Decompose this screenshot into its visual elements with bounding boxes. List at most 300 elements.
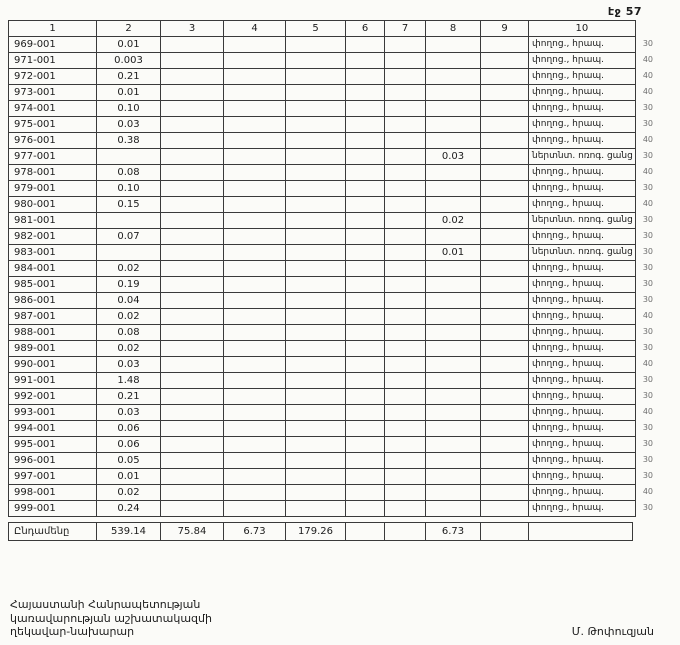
value-cell-4 [224, 229, 286, 245]
value-cell-4 [224, 53, 286, 69]
value-cell-2: 0.06 [97, 421, 161, 437]
value-cell-8 [426, 101, 481, 117]
margin-mark: 30 [642, 247, 654, 257]
value-cell-2 [97, 213, 161, 229]
value-cell-2: 0.02 [97, 485, 161, 501]
value-cell-9 [481, 405, 529, 421]
value-cell-2: 0.19 [97, 277, 161, 293]
value-cell-6 [346, 421, 385, 437]
value-cell-9 [481, 261, 529, 277]
margin-mark: 30 [642, 343, 654, 353]
margin-mark: 40 [642, 359, 654, 369]
value-cell-6 [346, 469, 385, 485]
code-cell: 990-001 [9, 357, 97, 373]
value-cell-3 [161, 101, 224, 117]
land-use-cell: փողոց., հրապ. [529, 405, 636, 421]
code-cell: 997-001 [9, 469, 97, 485]
value-cell-5 [286, 133, 346, 149]
value-cell-4 [224, 245, 286, 261]
value-cell-3 [161, 85, 224, 101]
value-cell-9 [481, 53, 529, 69]
value-cell-2: 0.03 [97, 357, 161, 373]
value-cell-2: 0.38 [97, 133, 161, 149]
land-use-cell: փողոց., հրապ. [529, 37, 636, 53]
land-use-cell: փողոց., հրապ. [529, 197, 636, 213]
footer-line: կառավարության աշխատակազմի [10, 611, 212, 625]
code-cell: 989-001 [9, 341, 97, 357]
main-table [8, 20, 658, 517]
value-cell-2: 0.10 [97, 181, 161, 197]
code-cell: 986-001 [9, 293, 97, 309]
value-cell-7 [385, 293, 426, 309]
column-header: 7 [385, 21, 426, 37]
column-header: 1 [9, 21, 97, 37]
table-row [9, 453, 658, 469]
code-cell: 973-001 [9, 85, 97, 101]
value-cell-6 [346, 85, 385, 101]
margin-mark: 30 [642, 455, 654, 465]
value-cell-5 [286, 53, 346, 69]
code-cell: 974-001 [9, 101, 97, 117]
table-body [9, 37, 658, 517]
value-cell-9 [481, 85, 529, 101]
value-cell-5 [286, 85, 346, 101]
table-row [9, 229, 658, 245]
value-cell-2: 0.04 [97, 293, 161, 309]
margin-mark: 40 [642, 407, 654, 417]
value-cell-7 [385, 245, 426, 261]
value-cell-6 [346, 197, 385, 213]
value-cell-2 [97, 245, 161, 261]
value-cell-5 [286, 229, 346, 245]
value-cell-7 [385, 85, 426, 101]
margin-mark: 30 [642, 263, 654, 273]
value-cell-6 [346, 277, 385, 293]
value-cell-8 [426, 181, 481, 197]
value-cell-6 [346, 37, 385, 53]
table-row [9, 485, 658, 501]
value-cell-7 [385, 437, 426, 453]
land-use-cell: փողոց., հրապ. [529, 85, 636, 101]
value-cell-4 [224, 149, 286, 165]
value-cell-5 [286, 37, 346, 53]
margin-mark: 40 [642, 311, 654, 321]
total-value-cell: 6.73 [426, 523, 481, 541]
value-cell-5 [286, 213, 346, 229]
value-cell-9 [481, 357, 529, 373]
value-cell-4 [224, 485, 286, 501]
value-cell-8 [426, 85, 481, 101]
value-cell-7 [385, 117, 426, 133]
total-value-cell [529, 523, 633, 541]
code-cell: 993-001 [9, 405, 97, 421]
value-cell-4 [224, 469, 286, 485]
value-cell-3 [161, 53, 224, 69]
value-cell-7 [385, 69, 426, 85]
value-cell-5 [286, 293, 346, 309]
table-row [9, 213, 658, 229]
value-cell-3 [161, 357, 224, 373]
value-cell-6 [346, 437, 385, 453]
value-cell-9 [481, 213, 529, 229]
value-cell-2: 0.06 [97, 437, 161, 453]
value-cell-6 [346, 293, 385, 309]
value-cell-4 [224, 37, 286, 53]
value-cell-3 [161, 37, 224, 53]
value-cell-8 [426, 485, 481, 501]
value-cell-3 [161, 405, 224, 421]
value-cell-2: 0.21 [97, 69, 161, 85]
value-cell-7 [385, 373, 426, 389]
value-cell-3 [161, 373, 224, 389]
value-cell-5 [286, 357, 346, 373]
land-use-cell: փողոց., հրապ. [529, 373, 636, 389]
value-cell-4 [224, 101, 286, 117]
code-cell: 987-001 [9, 309, 97, 325]
margin-mark: 30 [642, 327, 654, 337]
margin-mark: 30 [642, 391, 654, 401]
value-cell-8 [426, 341, 481, 357]
value-cell-2: 0.02 [97, 341, 161, 357]
table-row [9, 69, 658, 85]
total-value-cell: 6.73 [224, 523, 286, 541]
value-cell-7 [385, 421, 426, 437]
value-cell-4 [224, 421, 286, 437]
value-cell-9 [481, 69, 529, 85]
value-cell-2: 0.07 [97, 229, 161, 245]
value-cell-3 [161, 469, 224, 485]
table-row [9, 437, 658, 453]
land-use-cell: փողոց., հրապ. [529, 341, 636, 357]
value-cell-6 [346, 69, 385, 85]
value-cell-2 [97, 149, 161, 165]
value-cell-7 [385, 149, 426, 165]
value-cell-3 [161, 229, 224, 245]
table-row [9, 133, 658, 149]
code-cell: 972-001 [9, 69, 97, 85]
value-cell-4 [224, 197, 286, 213]
code-cell: 999-001 [9, 501, 97, 517]
land-use-cell: փողոց., հրապ. [529, 309, 636, 325]
land-use-cell: փողոց., հրապ. [529, 277, 636, 293]
value-cell-4 [224, 501, 286, 517]
value-cell-6 [346, 213, 385, 229]
value-cell-7 [385, 501, 426, 517]
table-row [9, 293, 658, 309]
value-cell-5 [286, 405, 346, 421]
value-cell-4 [224, 293, 286, 309]
value-cell-5 [286, 389, 346, 405]
value-cell-7 [385, 213, 426, 229]
value-cell-5 [286, 469, 346, 485]
table-row [9, 245, 658, 261]
value-cell-5 [286, 245, 346, 261]
land-use-cell: փողոց., հրապ. [529, 229, 636, 245]
total-table [8, 522, 655, 541]
code-cell: 982-001 [9, 229, 97, 245]
page-number: էջ 57 [607, 5, 642, 18]
margin-mark: 30 [642, 183, 654, 193]
value-cell-7 [385, 53, 426, 69]
value-cell-8 [426, 357, 481, 373]
value-cell-9 [481, 149, 529, 165]
land-use-cell: փողոց., հրապ. [529, 101, 636, 117]
land-use-cell: փողոց., հրապ. [529, 133, 636, 149]
land-use-cell: փողոց., հրապ. [529, 261, 636, 277]
value-cell-4 [224, 117, 286, 133]
value-cell-7 [385, 309, 426, 325]
value-cell-4 [224, 181, 286, 197]
value-cell-4 [224, 277, 286, 293]
value-cell-4 [224, 357, 286, 373]
value-cell-6 [346, 245, 385, 261]
value-cell-3 [161, 501, 224, 517]
land-use-cell: փողոց., հրապ. [529, 389, 636, 405]
value-cell-9 [481, 165, 529, 181]
value-cell-9 [481, 197, 529, 213]
margin-footer-spacer [633, 523, 655, 541]
value-cell-2: 0.05 [97, 453, 161, 469]
value-cell-2: 0.01 [97, 469, 161, 485]
value-cell-3 [161, 277, 224, 293]
value-cell-6 [346, 405, 385, 421]
value-cell-5 [286, 261, 346, 277]
value-cell-5 [286, 309, 346, 325]
value-cell-7 [385, 133, 426, 149]
value-cell-6 [346, 133, 385, 149]
value-cell-4 [224, 213, 286, 229]
land-use-cell: փողոց., հրապ. [529, 69, 636, 85]
value-cell-8 [426, 165, 481, 181]
value-cell-8 [426, 37, 481, 53]
value-cell-3 [161, 453, 224, 469]
table-row [9, 53, 658, 69]
land-use-cell: փողոց., հրապ. [529, 453, 636, 469]
column-header: 8 [426, 21, 481, 37]
value-cell-7 [385, 277, 426, 293]
value-cell-6 [346, 453, 385, 469]
value-cell-9 [481, 325, 529, 341]
value-cell-5 [286, 117, 346, 133]
margin-mark: 30 [642, 103, 654, 113]
value-cell-7 [385, 357, 426, 373]
value-cell-2: 0.10 [97, 101, 161, 117]
value-cell-6 [346, 357, 385, 373]
land-use-cell: ներտնտ. ոռոգ. ցանց [529, 149, 636, 165]
margin-header-spacer [635, 21, 657, 37]
code-cell: 976-001 [9, 133, 97, 149]
value-cell-7 [385, 453, 426, 469]
value-cell-9 [481, 181, 529, 197]
value-cell-3 [161, 165, 224, 181]
value-cell-5 [286, 421, 346, 437]
value-cell-5 [286, 69, 346, 85]
value-cell-3 [161, 309, 224, 325]
code-cell: 975-001 [9, 117, 97, 133]
value-cell-7 [385, 229, 426, 245]
value-cell-3 [161, 245, 224, 261]
value-cell-9 [481, 453, 529, 469]
value-cell-8: 0.01 [426, 245, 481, 261]
code-cell: 978-001 [9, 165, 97, 181]
margin-mark: 40 [642, 71, 654, 81]
value-cell-8 [426, 133, 481, 149]
margin-mark: 30 [642, 39, 654, 49]
signature-name: Մ. Թոփուզյան [571, 625, 654, 638]
value-cell-9 [481, 437, 529, 453]
value-cell-7 [385, 469, 426, 485]
value-cell-4 [224, 133, 286, 149]
total-value-cell: 75.84 [161, 523, 224, 541]
value-cell-3 [161, 437, 224, 453]
value-cell-5 [286, 197, 346, 213]
margin-mark: 30 [642, 375, 654, 385]
margin-mark: 40 [642, 487, 654, 497]
footer-line: Հայաստանի Հանրապետության [10, 598, 201, 611]
value-cell-2: 1.48 [97, 373, 161, 389]
value-cell-8 [426, 229, 481, 245]
margin-mark: 30 [642, 215, 654, 225]
value-cell-8 [426, 69, 481, 85]
table-row [9, 373, 658, 389]
column-header: 6 [346, 21, 385, 37]
value-cell-4 [224, 405, 286, 421]
land-use-cell: ներտնտ. ոռոգ. ցանց [529, 213, 636, 229]
code-cell: 981-001 [9, 213, 97, 229]
table-row [9, 117, 658, 133]
table-row [9, 469, 658, 485]
code-cell: 991-001 [9, 373, 97, 389]
value-cell-7 [385, 405, 426, 421]
land-use-cell: փողոց., հրապ. [529, 501, 636, 517]
value-cell-3 [161, 133, 224, 149]
value-cell-2: 0.03 [97, 117, 161, 133]
value-cell-9 [481, 37, 529, 53]
code-cell: 998-001 [9, 485, 97, 501]
value-cell-9 [481, 277, 529, 293]
value-cell-2: 0.08 [97, 325, 161, 341]
value-cell-6 [346, 389, 385, 405]
value-cell-6 [346, 373, 385, 389]
value-cell-8 [426, 117, 481, 133]
table-row [9, 181, 658, 197]
value-cell-4 [224, 69, 286, 85]
code-cell: 985-001 [9, 277, 97, 293]
value-cell-2: 0.01 [97, 85, 161, 101]
value-cell-7 [385, 37, 426, 53]
value-cell-6 [346, 501, 385, 517]
land-use-cell: փողոց., հրապ. [529, 117, 636, 133]
total-value-cell [385, 523, 426, 541]
value-cell-3 [161, 341, 224, 357]
total-value-cell [481, 523, 529, 541]
value-cell-8 [426, 469, 481, 485]
column-header: 10 [529, 21, 636, 37]
margin-mark: 40 [642, 199, 654, 209]
value-cell-6 [346, 261, 385, 277]
value-cell-3 [161, 197, 224, 213]
margin-mark: 40 [642, 135, 654, 145]
value-cell-7 [385, 261, 426, 277]
footer-line: ղեկավար-նախարար [10, 625, 135, 638]
land-use-cell: փողոց., հրապ. [529, 293, 636, 309]
value-cell-5 [286, 277, 346, 293]
value-cell-7 [385, 325, 426, 341]
value-cell-2: 0.03 [97, 405, 161, 421]
value-cell-6 [346, 229, 385, 245]
table-row [9, 197, 658, 213]
code-cell: 980-001 [9, 197, 97, 213]
value-cell-6 [346, 101, 385, 117]
column-header: 9 [481, 21, 529, 37]
value-cell-4 [224, 373, 286, 389]
value-cell-9 [481, 101, 529, 117]
code-cell: 992-001 [9, 389, 97, 405]
value-cell-7 [385, 389, 426, 405]
value-cell-8 [426, 437, 481, 453]
margin-mark: 30 [642, 119, 654, 129]
code-cell: 979-001 [9, 181, 97, 197]
value-cell-8 [426, 405, 481, 421]
value-cell-7 [385, 181, 426, 197]
value-cell-6 [346, 165, 385, 181]
value-cell-8 [426, 421, 481, 437]
value-cell-4 [224, 389, 286, 405]
land-use-cell: փողոց., հրապ. [529, 437, 636, 453]
value-cell-9 [481, 373, 529, 389]
value-cell-3 [161, 149, 224, 165]
column-header: 4 [224, 21, 286, 37]
table-row [9, 261, 658, 277]
value-cell-2: 0.08 [97, 165, 161, 181]
value-cell-5 [286, 373, 346, 389]
value-cell-6 [346, 181, 385, 197]
value-cell-8 [426, 501, 481, 517]
total-value-cell [346, 523, 385, 541]
value-cell-8 [426, 309, 481, 325]
total-value-cell: 539.14 [97, 523, 161, 541]
footer-signatory-title [10, 598, 212, 639]
value-cell-2: 0.21 [97, 389, 161, 405]
value-cell-4 [224, 165, 286, 181]
value-cell-8 [426, 293, 481, 309]
value-cell-8 [426, 277, 481, 293]
table-row [9, 309, 658, 325]
code-cell: 996-001 [9, 453, 97, 469]
value-cell-9 [481, 309, 529, 325]
value-cell-7 [385, 341, 426, 357]
value-cell-3 [161, 117, 224, 133]
value-cell-4 [224, 453, 286, 469]
table-row [9, 405, 658, 421]
value-cell-7 [385, 485, 426, 501]
table-row [9, 501, 658, 517]
value-cell-9 [481, 117, 529, 133]
land-use-cell: փողոց., հրապ. [529, 165, 636, 181]
value-cell-8 [426, 325, 481, 341]
value-cell-8 [426, 389, 481, 405]
value-cell-3 [161, 261, 224, 277]
value-cell-4 [224, 85, 286, 101]
value-cell-6 [346, 149, 385, 165]
value-cell-5 [286, 165, 346, 181]
total-row [9, 523, 655, 541]
land-use-cell: փողոց., հրապ. [529, 485, 636, 501]
value-cell-5 [286, 485, 346, 501]
land-use-cell: փողոց., հրապ. [529, 421, 636, 437]
code-cell: 994-001 [9, 421, 97, 437]
value-cell-3 [161, 213, 224, 229]
